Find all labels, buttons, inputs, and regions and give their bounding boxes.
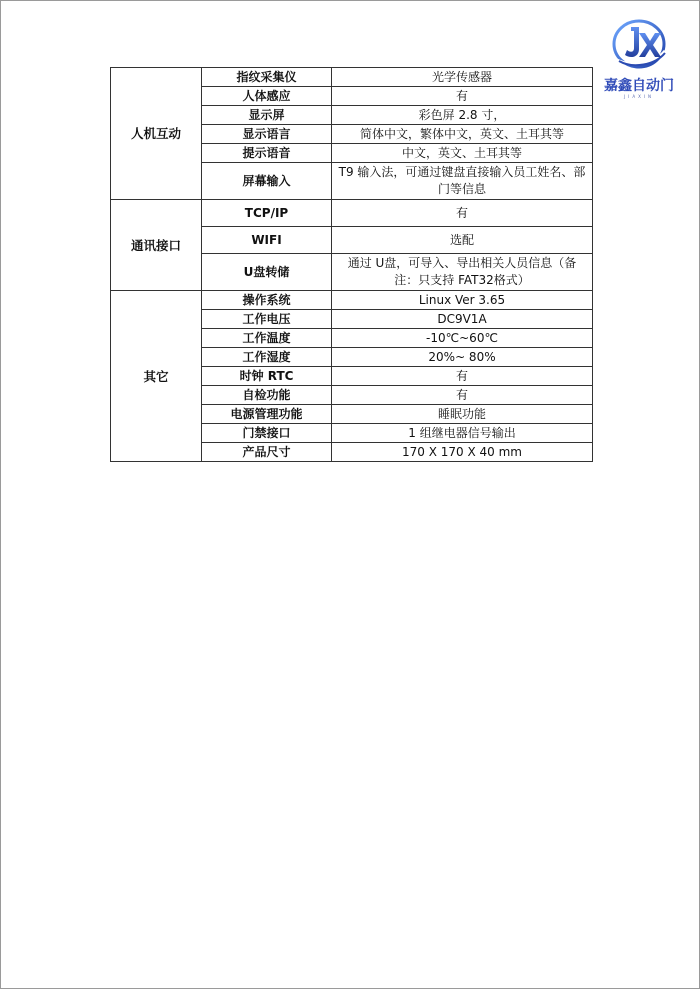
- spec-value: 有: [332, 386, 593, 405]
- spec-value: -10℃~60℃: [332, 329, 593, 348]
- spec-key: 显示语言: [202, 125, 332, 144]
- spec-value: 睡眠功能: [332, 405, 593, 424]
- spec-value: Linux Ver 3.65: [332, 291, 593, 310]
- spec-key: 工作温度: [202, 329, 332, 348]
- company-name: 嘉鑫自动门: [604, 78, 674, 94]
- table-row: [111, 68, 593, 87]
- spec-value: 有: [332, 367, 593, 386]
- spec-key: TCP/IP: [202, 200, 332, 227]
- spec-value: T9 输入法，可通过键盘直接输入员工姓名、部门等信息: [332, 163, 593, 200]
- spec-key: 自检功能: [202, 386, 332, 405]
- spec-value: 170 X 170 X 40 mm: [332, 443, 593, 462]
- spec-key: 工作电压: [202, 310, 332, 329]
- group-label: 其它: [111, 291, 202, 462]
- spec-value: 有: [332, 200, 593, 227]
- spec-value: 有: [332, 87, 593, 106]
- spec-value: 彩色屏 2.8 寸，: [332, 106, 593, 125]
- spec-value: 通过 U盘，可导入、导出相关人员信息（备注：只支持 FAT32格式）: [332, 254, 593, 291]
- spec-key: WIFI: [202, 227, 332, 254]
- spec-table: [110, 67, 593, 462]
- spec-key: 屏幕输入: [202, 163, 332, 200]
- table-row: [111, 291, 593, 310]
- spec-key: 显示屏: [202, 106, 332, 125]
- spec-key: 操作系统: [202, 291, 332, 310]
- spec-key: 产品尺寸: [202, 443, 332, 462]
- table-row: [111, 200, 593, 227]
- spec-key: 指纹采集仪: [202, 68, 332, 87]
- spec-key: 提示语音: [202, 144, 332, 163]
- group-label: 通讯接口: [111, 200, 202, 291]
- spec-key: 电源管理功能: [202, 405, 332, 424]
- spec-key: 工作湿度: [202, 348, 332, 367]
- spec-value: 光学传感器: [332, 68, 593, 87]
- spec-key: 人体感应: [202, 87, 332, 106]
- spec-value: 选配: [332, 227, 593, 254]
- group-label: 人机互动: [111, 68, 202, 200]
- spec-value: 简体中文，繁体中文，英文、土耳其等: [332, 125, 593, 144]
- spec-value: 20%~ 80%: [332, 348, 593, 367]
- company-logo: [597, 15, 681, 105]
- jx-logo-icon: [609, 15, 669, 73]
- spec-value: DC9V1A: [332, 310, 593, 329]
- spec-key: U盘转储: [202, 254, 332, 291]
- spec-value: 1 组继电器信号输出: [332, 424, 593, 443]
- company-subtitle: JIAXIN: [623, 94, 654, 99]
- spec-key: 时钟 RTC: [202, 367, 332, 386]
- spec-key: 门禁接口: [202, 424, 332, 443]
- spec-value: 中文，英文、土耳其等: [332, 144, 593, 163]
